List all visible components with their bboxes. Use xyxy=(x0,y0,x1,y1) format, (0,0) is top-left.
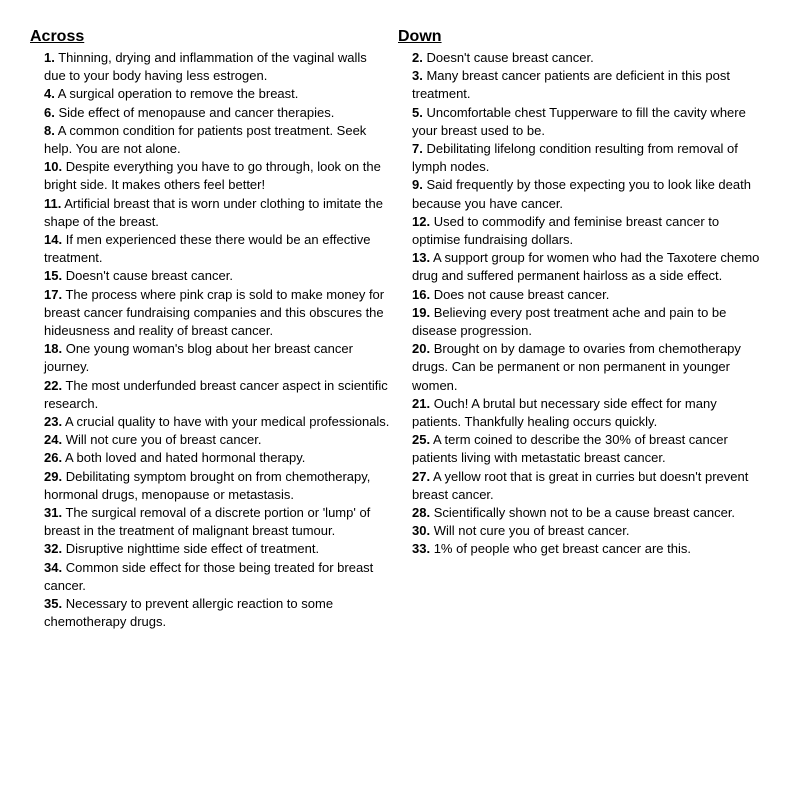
clue-text: A surgical operation to remove the breast. xyxy=(57,86,299,102)
clue-down-33 xyxy=(412,540,760,558)
clue-down-7 xyxy=(412,140,760,176)
clue-number: 30. xyxy=(412,523,431,539)
clue-number: 8. xyxy=(44,122,55,138)
clue-across-8 xyxy=(44,122,390,158)
clue-across-4 xyxy=(44,85,390,103)
clue-number: 35. xyxy=(44,596,63,612)
clue-down-19 xyxy=(412,304,760,340)
clue-number: 5. xyxy=(412,104,423,120)
clue-across-34 xyxy=(44,559,390,595)
clue-text: A both loved and hated hormonal therapy. xyxy=(64,450,306,466)
clue-down-2 xyxy=(412,49,760,67)
clue-text: Believing every post treatment ache and pain to be disease progression. xyxy=(412,304,727,339)
clue-number: 23. xyxy=(44,414,63,430)
clue-across-14 xyxy=(44,231,390,267)
clue-down-20 xyxy=(412,340,760,395)
clue-text: Will not cure you of breast cancer. xyxy=(65,432,262,448)
clue-number: 1. xyxy=(44,50,55,65)
clue-across-22 xyxy=(44,377,390,413)
clue-text: Side effect of menopause and cancer therapies. xyxy=(58,104,335,120)
clue-text: Scientifically shown not to be a cause breast cancer. xyxy=(433,505,736,521)
across-heading: Across xyxy=(30,28,85,45)
clue-text: Doesn't cause breast cancer. xyxy=(426,50,594,65)
clue-text: A crucial quality to have with your medical professionals. xyxy=(64,414,390,430)
clue-number: 14. xyxy=(44,232,63,248)
clue-number: 29. xyxy=(44,468,63,484)
clue-across-6 xyxy=(44,104,390,122)
clue-down-12 xyxy=(412,213,760,249)
clue-text: 1% of people who get breast cancer are this. xyxy=(433,541,691,557)
clue-across-26 xyxy=(44,449,390,467)
clue-number: 7. xyxy=(412,141,423,157)
clue-number: 11. xyxy=(44,195,62,211)
clue-text: A yellow root that is great in curries but doesn't prevent breast cancer. xyxy=(412,468,749,502)
clue-across-29 xyxy=(44,468,390,504)
clue-text: If men experienced these there would be an effective treatment. xyxy=(44,232,371,266)
clue-number: 28. xyxy=(412,505,431,521)
clue-text: The surgical removal of a discrete portion or 'lump' of breast in the treatment of malignant breast tumour. xyxy=(44,505,371,539)
down-column xyxy=(398,28,760,559)
clue-text: A support group for women who had the Taxotere chemo drug and suffered permanent hairloss as a side effect. xyxy=(412,250,760,284)
clue-number: 4. xyxy=(44,86,55,102)
clue-number: 32. xyxy=(44,541,63,557)
clue-across-11 xyxy=(44,195,390,231)
clue-text: Will not cure you of breast cancer. xyxy=(433,523,630,539)
clue-number: 9. xyxy=(412,177,423,193)
clue-number: 25. xyxy=(412,432,431,448)
clue-number: 18. xyxy=(44,341,63,357)
clue-number: 10. xyxy=(44,159,63,175)
down-heading: Down xyxy=(398,28,442,45)
clue-across-17 xyxy=(44,286,390,341)
clue-number: 2. xyxy=(412,50,423,65)
clue-text: Uncomfortable chest Tupperware to fill the cavity where your breast used to be. xyxy=(412,104,746,138)
clue-across-15 xyxy=(44,267,390,285)
clue-number: 21. xyxy=(412,395,431,411)
clue-text: A term coined to describe the 30% of breast cancer patients living with metastatic breast cancer. xyxy=(412,432,728,466)
clue-down-28 xyxy=(412,504,760,522)
clue-number: 12. xyxy=(412,213,431,229)
clue-text: The most underfunded breast cancer aspect in scientific research. xyxy=(44,377,388,411)
clue-text: Many breast cancer patients are deficient in this post treatment. xyxy=(412,68,730,102)
clue-across-35 xyxy=(44,595,390,631)
clue-down-13 xyxy=(412,249,760,285)
clue-text: Brought on by damage to ovaries from chemotherapy drugs. Can be permanent or non permanent in younger women. xyxy=(412,341,741,393)
clue-across-24 xyxy=(44,431,390,449)
clue-number: 27. xyxy=(412,468,431,484)
clue-across-18 xyxy=(44,340,390,376)
clue-text: Debilitating lifelong condition resulting from removal of lymph nodes. xyxy=(412,141,738,175)
clue-number: 6. xyxy=(44,104,55,120)
clue-number: 31. xyxy=(44,505,63,521)
clue-across-31 xyxy=(44,504,390,540)
clue-down-27 xyxy=(412,468,760,504)
clue-number: 22. xyxy=(44,377,63,393)
clue-text: Disruptive nighttime side effect of treatment. xyxy=(65,541,320,557)
clue-across-1 xyxy=(44,49,390,85)
clue-text: One young woman's blog about her breast cancer journey. xyxy=(44,341,353,375)
clue-number: 20. xyxy=(412,341,431,357)
clue-text: Ouch! A brutal but necessary side effect for many patients. Thankfully healing occurs quickly. xyxy=(412,395,717,430)
clue-number: 13. xyxy=(412,250,431,266)
clue-down-25 xyxy=(412,431,760,467)
clue-text: Common side effect for those being treated for breast cancer. xyxy=(44,559,374,593)
clue-number: 19. xyxy=(412,304,431,320)
clue-text: Despite everything you have to go through, look on the bright side. It makes others feel better! xyxy=(44,159,381,193)
clue-text: Artificial breast that is worn under clothing to imitate the shape of the breast. xyxy=(44,195,383,229)
clue-across-32 xyxy=(44,540,390,558)
clue-number: 34. xyxy=(44,559,63,575)
clue-down-21 xyxy=(412,395,760,431)
clue-down-5 xyxy=(412,104,760,140)
clue-down-16 xyxy=(412,286,760,304)
across-column xyxy=(30,28,390,632)
clue-text: Doesn't cause breast cancer. xyxy=(65,268,233,284)
clue-text: Does not cause breast cancer. xyxy=(433,286,610,302)
clue-number: 26. xyxy=(44,450,63,466)
clue-number: 33. xyxy=(412,541,431,557)
clue-text: The process where pink crap is sold to make money for breast cancer fundraising companies and this obscures the hideusness and reality of breast cancer. xyxy=(44,286,385,339)
clue-number: 24. xyxy=(44,432,63,448)
clue-text: Thinning, drying and inflammation of the vaginal walls due to your body having less estrogen. xyxy=(44,50,367,84)
clue-down-9 xyxy=(412,176,760,212)
clue-number: 17. xyxy=(44,286,63,302)
clue-text: Necessary to prevent allergic reaction to some chemotherapy drugs. xyxy=(44,596,334,630)
clue-down-30 xyxy=(412,522,760,540)
clue-number: 15. xyxy=(44,268,63,284)
clue-number: 16. xyxy=(412,286,431,302)
clue-text: Used to commodify and feminise breast cancer to optimise fundraising dollars. xyxy=(412,213,720,248)
clue-across-23 xyxy=(44,413,390,431)
clue-number: 3. xyxy=(412,68,423,84)
clue-text: Said frequently by those expecting you to look like death because you have cancer. xyxy=(412,177,751,211)
clue-down-3 xyxy=(412,67,760,103)
clue-text: A common condition for patients post treatment. Seek help. You are not alone. xyxy=(44,122,367,157)
clue-across-10 xyxy=(44,158,390,194)
clue-text: Debilitating symptom brought on from chemotherapy, hormonal drugs, menopause or metastasis. xyxy=(44,468,371,502)
